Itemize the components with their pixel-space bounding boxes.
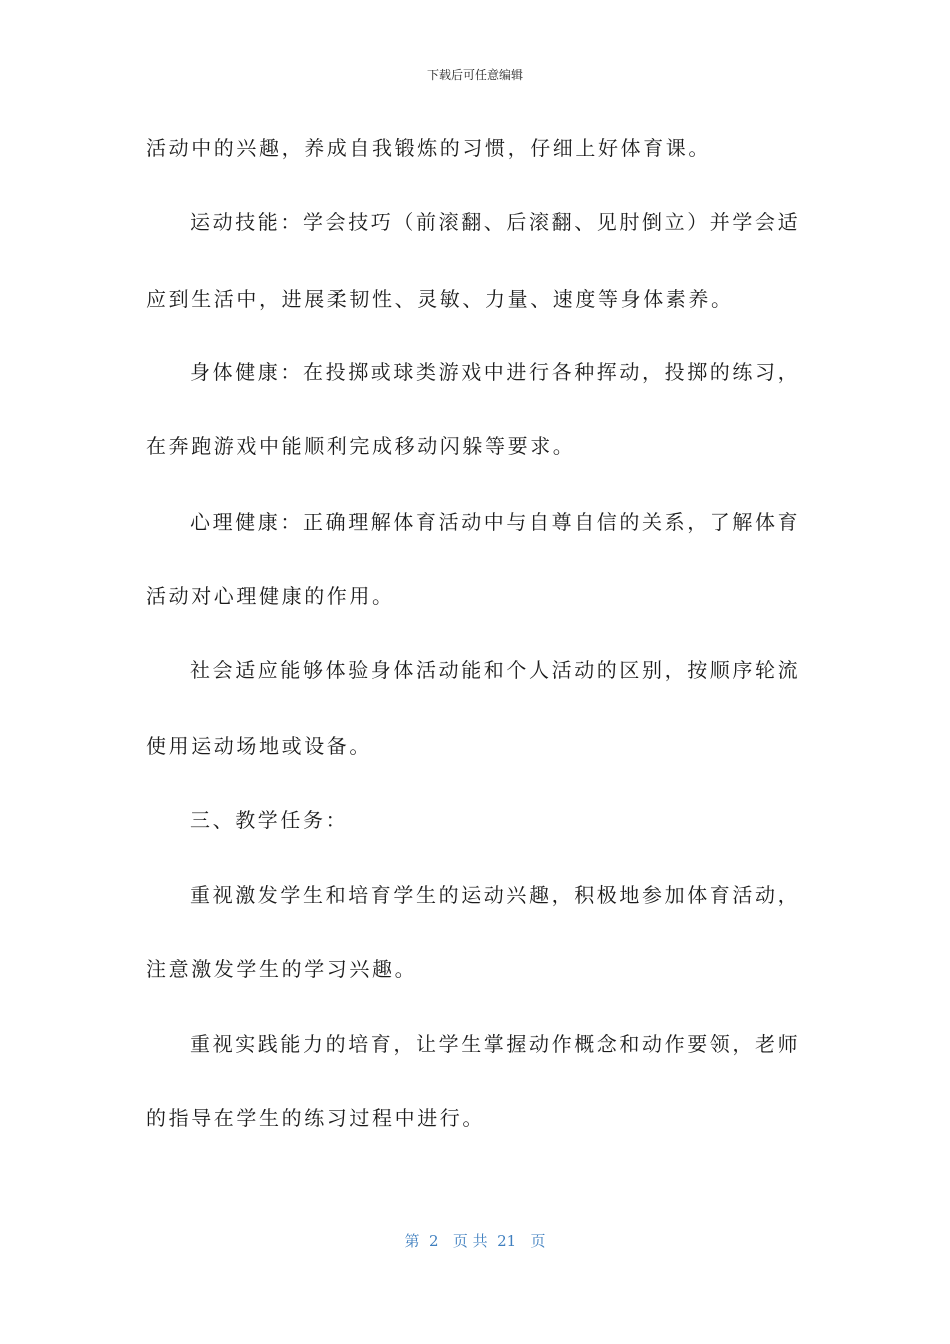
page-number-footer: 第 2 页 共 21 页	[404, 1232, 546, 1250]
paragraph-line: 运动技能：学会技巧（前滚翻、后滚翻、见肘倒立）并学会适	[190, 210, 801, 234]
paragraph-line: 身体健康：在投掷或球类游戏中进行各种挥动，投掷的练习，	[190, 360, 801, 384]
paragraph-line: 注意激发学生的学习兴趣。	[146, 957, 418, 981]
paragraph-line: 在奔跑游戏中能顺利完成移动闪躲等要求。	[146, 434, 576, 458]
paragraph-line: 活动对心理健康的作用。	[146, 584, 395, 608]
paragraph-line: 的指导在学生的练习过程中进行。	[146, 1106, 485, 1130]
paragraph-line: 社会适应能够体验身体活动能和个人活动的区别，按顺序轮流	[190, 658, 801, 682]
paragraph-line: 活动中的兴趣，养成自我锻炼的习惯，仔细上好体育课。	[146, 136, 711, 160]
page-header-note: 下载后可任意编辑	[426, 68, 523, 82]
paragraph-line: 重视实践能力的培育，让学生掌握动作概念和动作要领，老师	[190, 1032, 801, 1056]
paragraph-line: 心理健康：正确理解体育活动中与自尊自信的关系，了解体育	[190, 510, 801, 534]
section-heading: 三、教学任务：	[190, 808, 349, 832]
paragraph-line: 重视激发学生和培育学生的运动兴趣，积极地参加体育活动，	[190, 883, 801, 907]
paragraph-line: 应到生活中，进展柔韧性、灵敏、力量、速度等身体素养。	[146, 287, 734, 311]
paragraph-line: 使用运动场地或设备。	[146, 734, 372, 758]
